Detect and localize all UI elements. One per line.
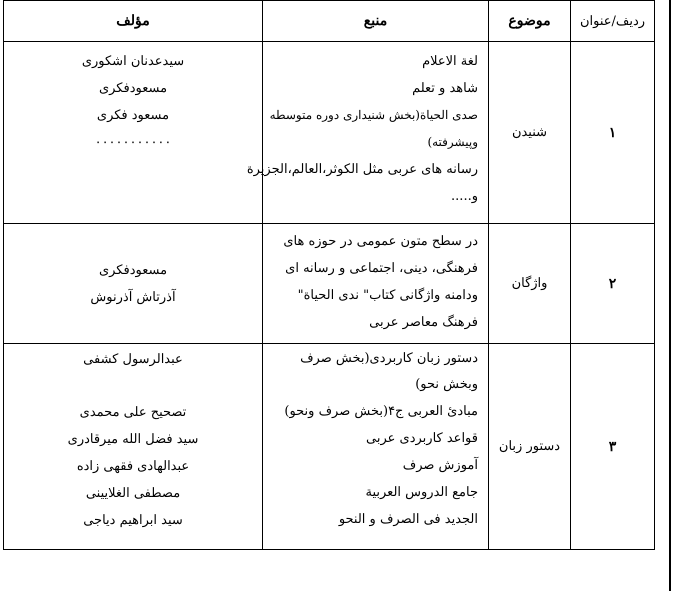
source-item: صدی الحیاة(بخش شنیداری دوره متوسطه وپیشرفته): [269, 108, 478, 149]
author-item: مسعود فکری: [96, 108, 170, 123]
source-item: مبادئ العربی ج۴(بخش صرف ونحو): [284, 404, 478, 419]
table-row: [4, 344, 655, 550]
source-item: قواعد کاربردی عربی: [366, 431, 478, 446]
author-item: آذرتاش آذرنوش: [90, 289, 176, 305]
row-sources: [246, 42, 489, 224]
source-item: لغة الاعلام: [422, 54, 478, 69]
author-item: مسعودفکری: [98, 81, 168, 96]
header-topic: موضوع: [489, 1, 571, 42]
source-item: دستور زبان کاربردی(بخش صرف وبخش نحو): [300, 351, 478, 392]
row-index: ۱: [571, 42, 655, 224]
author-item: سیدعدنان اشکوری: [81, 54, 185, 69]
page-edge-rule: [669, 0, 671, 591]
author-item: عبدالهادی فقهی زاده: [76, 459, 190, 474]
row-index: ۲: [571, 224, 655, 344]
author-item: تصحیح علی محمدی: [79, 405, 187, 420]
source-item: در سطح متون عمومی در حوزه های فرهنگی، دینی، اجتماعی و رسانه ای ودامنه واژگانی کتاب" ندی الحیاة": [283, 234, 478, 303]
author-item: مصطفی الغلایینی: [85, 486, 181, 501]
row-topic: شنیدن: [489, 42, 571, 224]
author-item: مسعودفکری: [98, 262, 168, 278]
source-item: و.....: [451, 189, 478, 204]
header-index: ردیف/عنوان: [571, 1, 655, 42]
author-item: سید ابراهیم دیاجی: [83, 513, 183, 528]
header-row: [4, 1, 655, 42]
source-item: شاهد و تعلم: [412, 81, 478, 96]
spacer: [4, 373, 262, 399]
author-item: سید فضل الله میرقادری: [67, 432, 199, 447]
row-authors: [4, 42, 263, 224]
source-item: جامع الدروس العربیة: [365, 485, 478, 500]
header-author: مؤلف: [4, 1, 263, 42]
author-item: عبدالرسول کشفی: [83, 352, 183, 367]
author-item: ۰۰۰۰۰۰۰۰۰۰۰: [94, 135, 172, 150]
row-authors: [4, 224, 263, 344]
row-topic: دستور زبان: [489, 344, 571, 550]
row-sources: [263, 344, 489, 550]
header-source: منبع: [263, 1, 489, 42]
source-item: الجدید فی الصرف و النحو: [338, 512, 478, 527]
table-row: [4, 42, 655, 224]
row-index: ۳: [571, 344, 655, 550]
sources-table: [3, 0, 655, 550]
table-row: [4, 224, 655, 344]
row-sources: [263, 224, 489, 344]
source-item: فرهنگ معاصر عربی: [369, 315, 478, 330]
row-authors: [4, 344, 263, 550]
row-topic: واژگان: [489, 224, 571, 344]
source-item: رسانه های عربی مثل الکوثر،العالم،الجزیرة: [246, 162, 478, 177]
source-item: آموزش صرف: [402, 458, 478, 473]
